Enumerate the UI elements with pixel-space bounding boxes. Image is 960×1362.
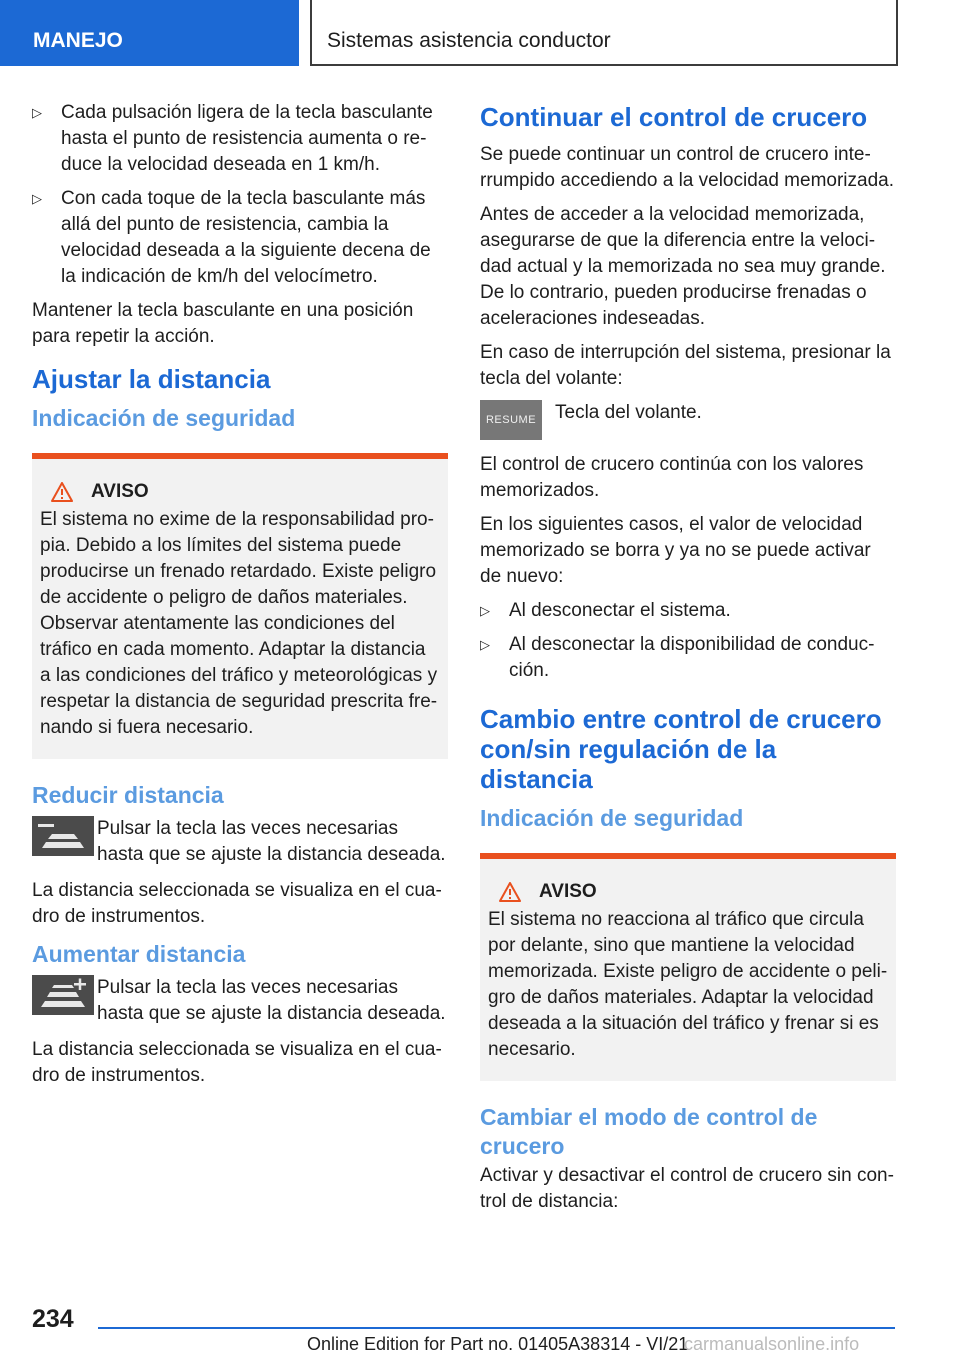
paragraph-continue-5: En los siguientes casos, el valor de velocidad memorizado se borra y ya no se puede activar de nuevo: [480,514,871,587]
heading-increase-distance: Aumentar distancia [32,941,246,967]
list-item-text: Con cada toque de la tecla basculante más allá del punto de resistencia, cambia la velocidad deseada a la siguiente decena de la indicación de km/h del velocímetro. [61,188,431,287]
header-chapter-box [310,0,898,66]
warning-box [480,853,896,1081]
paragraph-continue-2: Antes de acceder a la velocidad memorizada, asegurarse de que la diferencia entre la velocidad actual y la memorizada no sea muy grande. De lo contrario, pueden producirse frenadas o aceleraciones indeseadas. [480,204,886,329]
header-chapter-label: Sistemas asistencia conductor [327,29,611,52]
triangle-bullet-icon: ▷ [32,191,42,206]
heading-change-cruise-mode: Cambiar el modo de control de crucero [480,1104,818,1159]
footer-divider [98,1327,895,1329]
page-number: 234 [32,1305,74,1333]
heading-safety-note: Indicación de seguridad [480,805,744,831]
warning-triangle-icon [51,482,73,502]
warning-text: El sistema no exime de la responsabilidad propia. Debido a los límites del sistema puede producirse un frenado retardado. Existe peligro de accidente o peligro de daños materiales. Observar atentamente las condiciones del tráfico en cada momento. Adaptar la distancia a las condiciones del tráfico y meteorológicas y respetar la distancia de seguridad prescrita frenando si fuera necesario. [40,509,438,738]
distance-increase-button-icon [32,975,94,1015]
resume-key-row [480,400,896,440]
right-column [480,100,896,1223]
warning-title-text: AVISO [91,481,149,502]
warning-triangle-icon [499,882,521,902]
header-section-label: MANEJO [33,29,123,52]
heading-reduce-distance: Reducir distancia [32,782,224,808]
list-item [480,598,896,624]
heading-continue-cruise: Continuar el control de crucero [480,102,868,132]
left-column [32,100,448,1097]
warning-title [488,879,888,905]
resume-button-icon: RESUME [480,400,542,440]
header-section-tab [0,0,299,66]
warning-title [40,479,440,505]
reduce-after-text: La distancia seleccionada se visualiza en el cuadro de instrumentos. [32,880,442,927]
warning-box [32,453,448,759]
list-item [32,186,448,290]
paragraph-hold: Mantener la tecla basculante en una posición para repetir la acción. [32,300,414,347]
warning-title-text: AVISO [539,881,597,902]
distance-reduce-button-icon [32,816,94,856]
warning-text: El sistema no reacciona al tráfico que circula por delante, sino que mantiene la velocidad memorizada. Existe peligro de accidente o peligro de daños materiales. Adaptar la velocidad deseada a la situación del tráfico y frenar si es necesario. [488,909,888,1060]
footer-edition: Online Edition for Part no. 01405A38314 - VI/21 [307,1334,689,1354]
triangle-bullet-icon: ▷ [480,603,490,618]
list-item [32,100,448,178]
paragraph-continue-4: El control de crucero continúa con los valores memorizados. [480,454,864,501]
increase-after-text: La distancia seleccionada se visualiza en el cuadro de instrumentos. [32,1039,442,1086]
list-item-text: Al desconectar el sistema. [509,600,731,621]
list-item [480,632,896,684]
reduce-instruction [32,816,448,868]
list-item-text: Cada pulsación ligera de la tecla basculante hasta el punto de resistencia aumenta o reduce la velocidad deseada en 1 km/h. [61,102,433,175]
heading-safety-note: Indicación de seguridad [32,405,296,431]
paragraph-continue-3: En caso de interrupción del sistema, presionar la tecla del volante: [480,342,891,389]
paragraph-mode: Activar y desactivar el control de crucero sin control de distancia: [480,1165,894,1212]
resume-text: Tecla del volante. [555,402,702,423]
reduce-text: Pulsar la tecla las veces necesarias hasta que se ajuste la distancia deseada. [97,818,446,865]
heading-switch-mode: Cambio entre control de crucero con/sin regulación de la distancia [480,704,882,794]
triangle-bullet-icon: ▷ [32,105,42,120]
heading-adjust-distance: Ajustar la distancia [32,364,271,394]
increase-text: Pulsar la tecla las veces necesarias hasta que se ajuste la distancia deseada. [97,977,446,1024]
list-item-text: Al desconectar la disponibilidad de conducción. [509,634,875,681]
paragraph-continue-1: Se puede continuar un control de crucero interrumpido accediendo a la velocidad memorizada. [480,144,895,191]
triangle-bullet-icon: ▷ [480,637,490,652]
footer-watermark: carmanualsonline.info [684,1334,860,1354]
increase-instruction [32,975,448,1027]
